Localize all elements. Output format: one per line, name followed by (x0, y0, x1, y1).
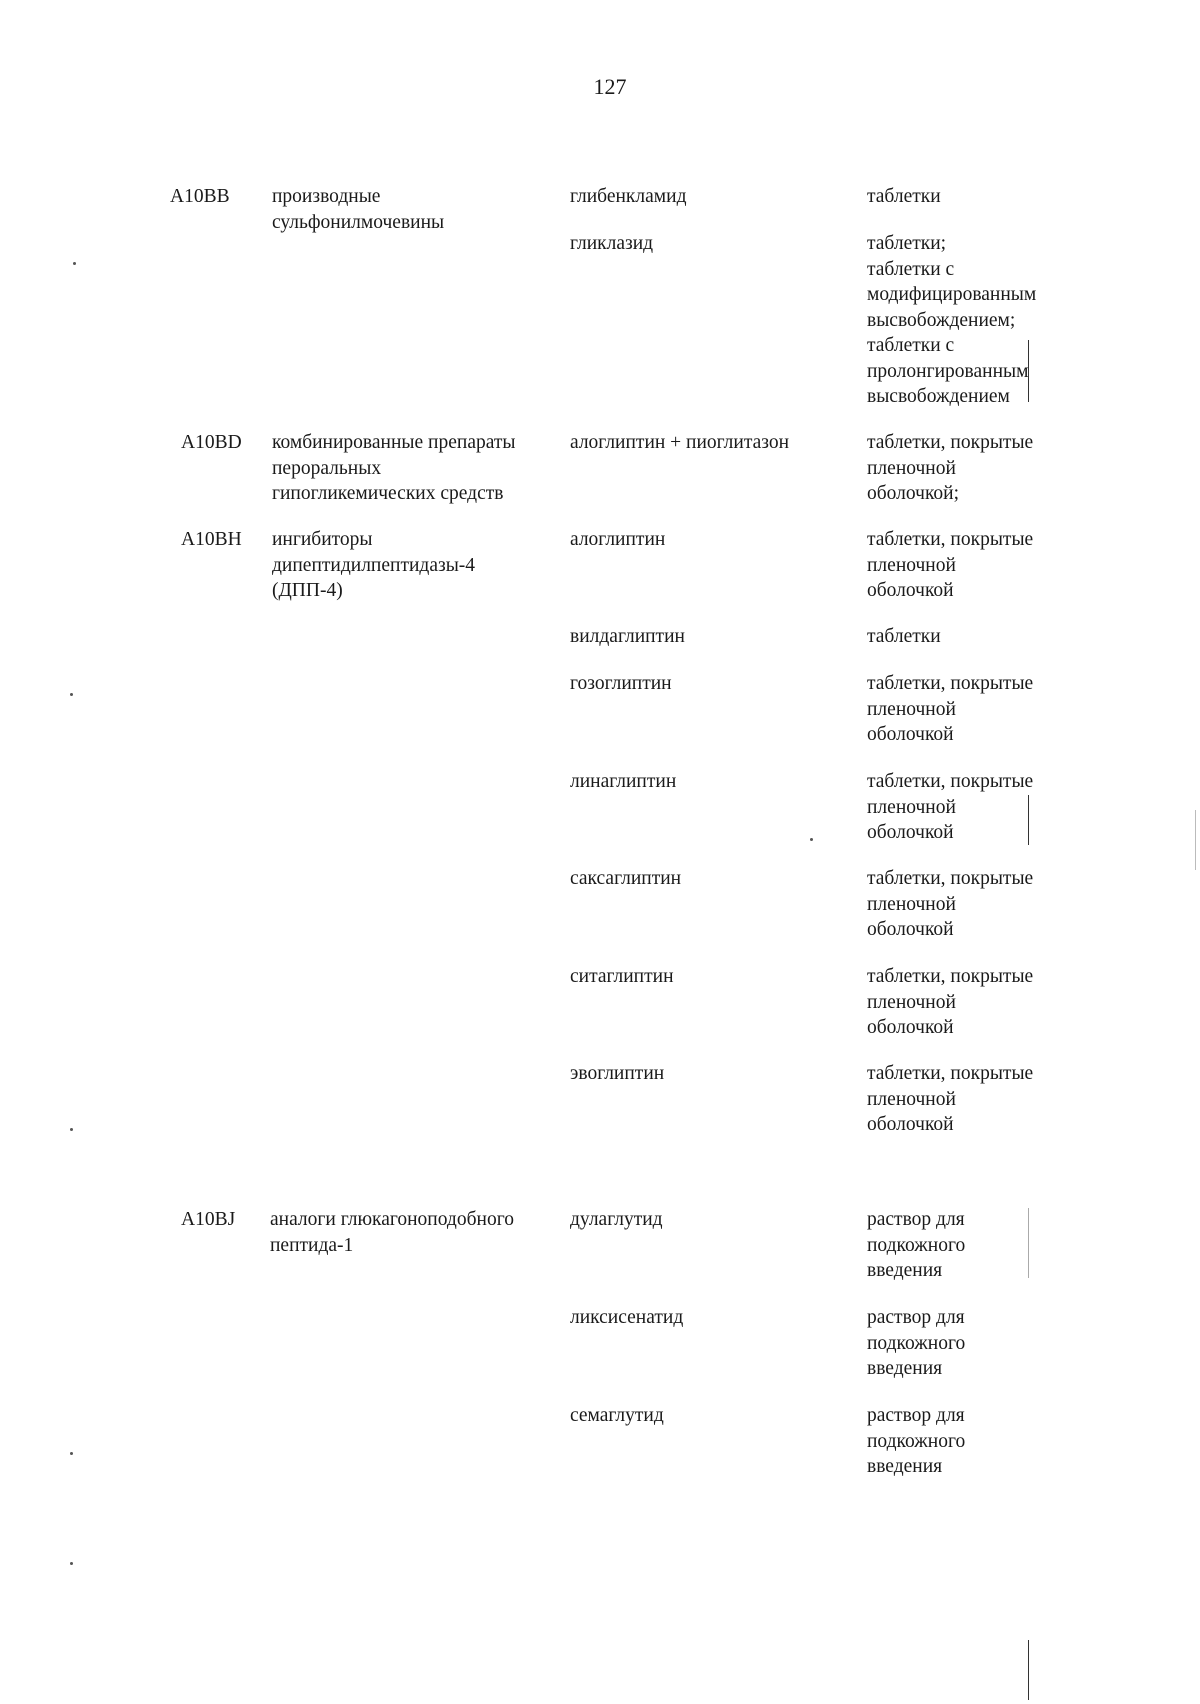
drug-name: семаглутид (570, 1405, 664, 1426)
scan-line (1028, 1640, 1029, 1700)
dosage-form: таблетки, покрытые пленочной оболочкой (867, 868, 1034, 940)
scan-speck (70, 693, 73, 696)
atc-code: A10BB (170, 186, 230, 207)
drug-name: глибенкламид (570, 186, 687, 207)
scan-speck (70, 1128, 73, 1131)
dosage-form: таблетки, покрытые пленочной оболочкой (867, 771, 1034, 843)
drug-name: ликсисенатид (570, 1307, 684, 1328)
drug-name: дулаглутид (570, 1209, 663, 1230)
dosage-form: таблетки, покрытые пленочной оболочкой (867, 966, 1034, 1038)
scan-speck (70, 1562, 73, 1565)
dosage-form: таблетки (867, 626, 941, 647)
dosage-form: таблетки, покрытые пленочной оболочкой (867, 673, 1034, 745)
dosage-form: раствор для подкожного введения (867, 1405, 966, 1477)
dosage-form: раствор для подкожного введения (867, 1209, 966, 1281)
dosage-form: таблетки; таблетки с модифицированным высвобождением; таблетки с пролонгированным высвобождением (867, 233, 1037, 407)
dosage-form: раствор для подкожного введения (867, 1307, 966, 1379)
dosage-form: таблетки, покрытые пленочной оболочкой (867, 1063, 1034, 1135)
atc-group-name: производные сульфонилмочевины (272, 186, 445, 233)
scan-line (1195, 810, 1196, 870)
scan-speck (810, 838, 813, 841)
dosage-form: таблетки (867, 186, 941, 207)
drug-name: эвоглиптин (570, 1063, 665, 1084)
dosage-form: таблетки, покрытые пленочной оболочкой; (867, 432, 1034, 504)
scan-line (1028, 1208, 1029, 1278)
atc-group-name: комбинированные препараты пероральных гипогликемических средств (272, 432, 516, 504)
drug-name: гозоглиптин (570, 673, 672, 694)
scan-speck (73, 262, 76, 265)
drug-name: саксаглиптин (570, 868, 682, 889)
drug-name: ситаглиптин (570, 966, 674, 987)
scan-line (1028, 795, 1029, 845)
drug-name: линаглиптин (570, 771, 677, 792)
atc-code: A10BD (181, 432, 242, 453)
drug-name: гликлазид (570, 233, 654, 254)
drug-name: алоглиптин + пиоглитазон (570, 432, 790, 453)
atc-group-name: аналоги глюкагоноподобного пептида-1 (270, 1209, 514, 1256)
drug-name: алоглиптин (570, 529, 666, 550)
drug-name: вилдаглиптин (570, 626, 685, 647)
atc-code: A10BJ (181, 1209, 236, 1230)
page-number: 127 (593, 74, 627, 99)
dosage-form: таблетки, покрытые пленочной оболочкой (867, 529, 1034, 601)
atc-group-name: ингибиторы дипептидилпептидазы-4 (ДПП-4) (272, 529, 476, 601)
scan-speck (70, 1452, 73, 1455)
scan-line (1028, 340, 1029, 402)
atc-code: A10BH (181, 529, 242, 550)
